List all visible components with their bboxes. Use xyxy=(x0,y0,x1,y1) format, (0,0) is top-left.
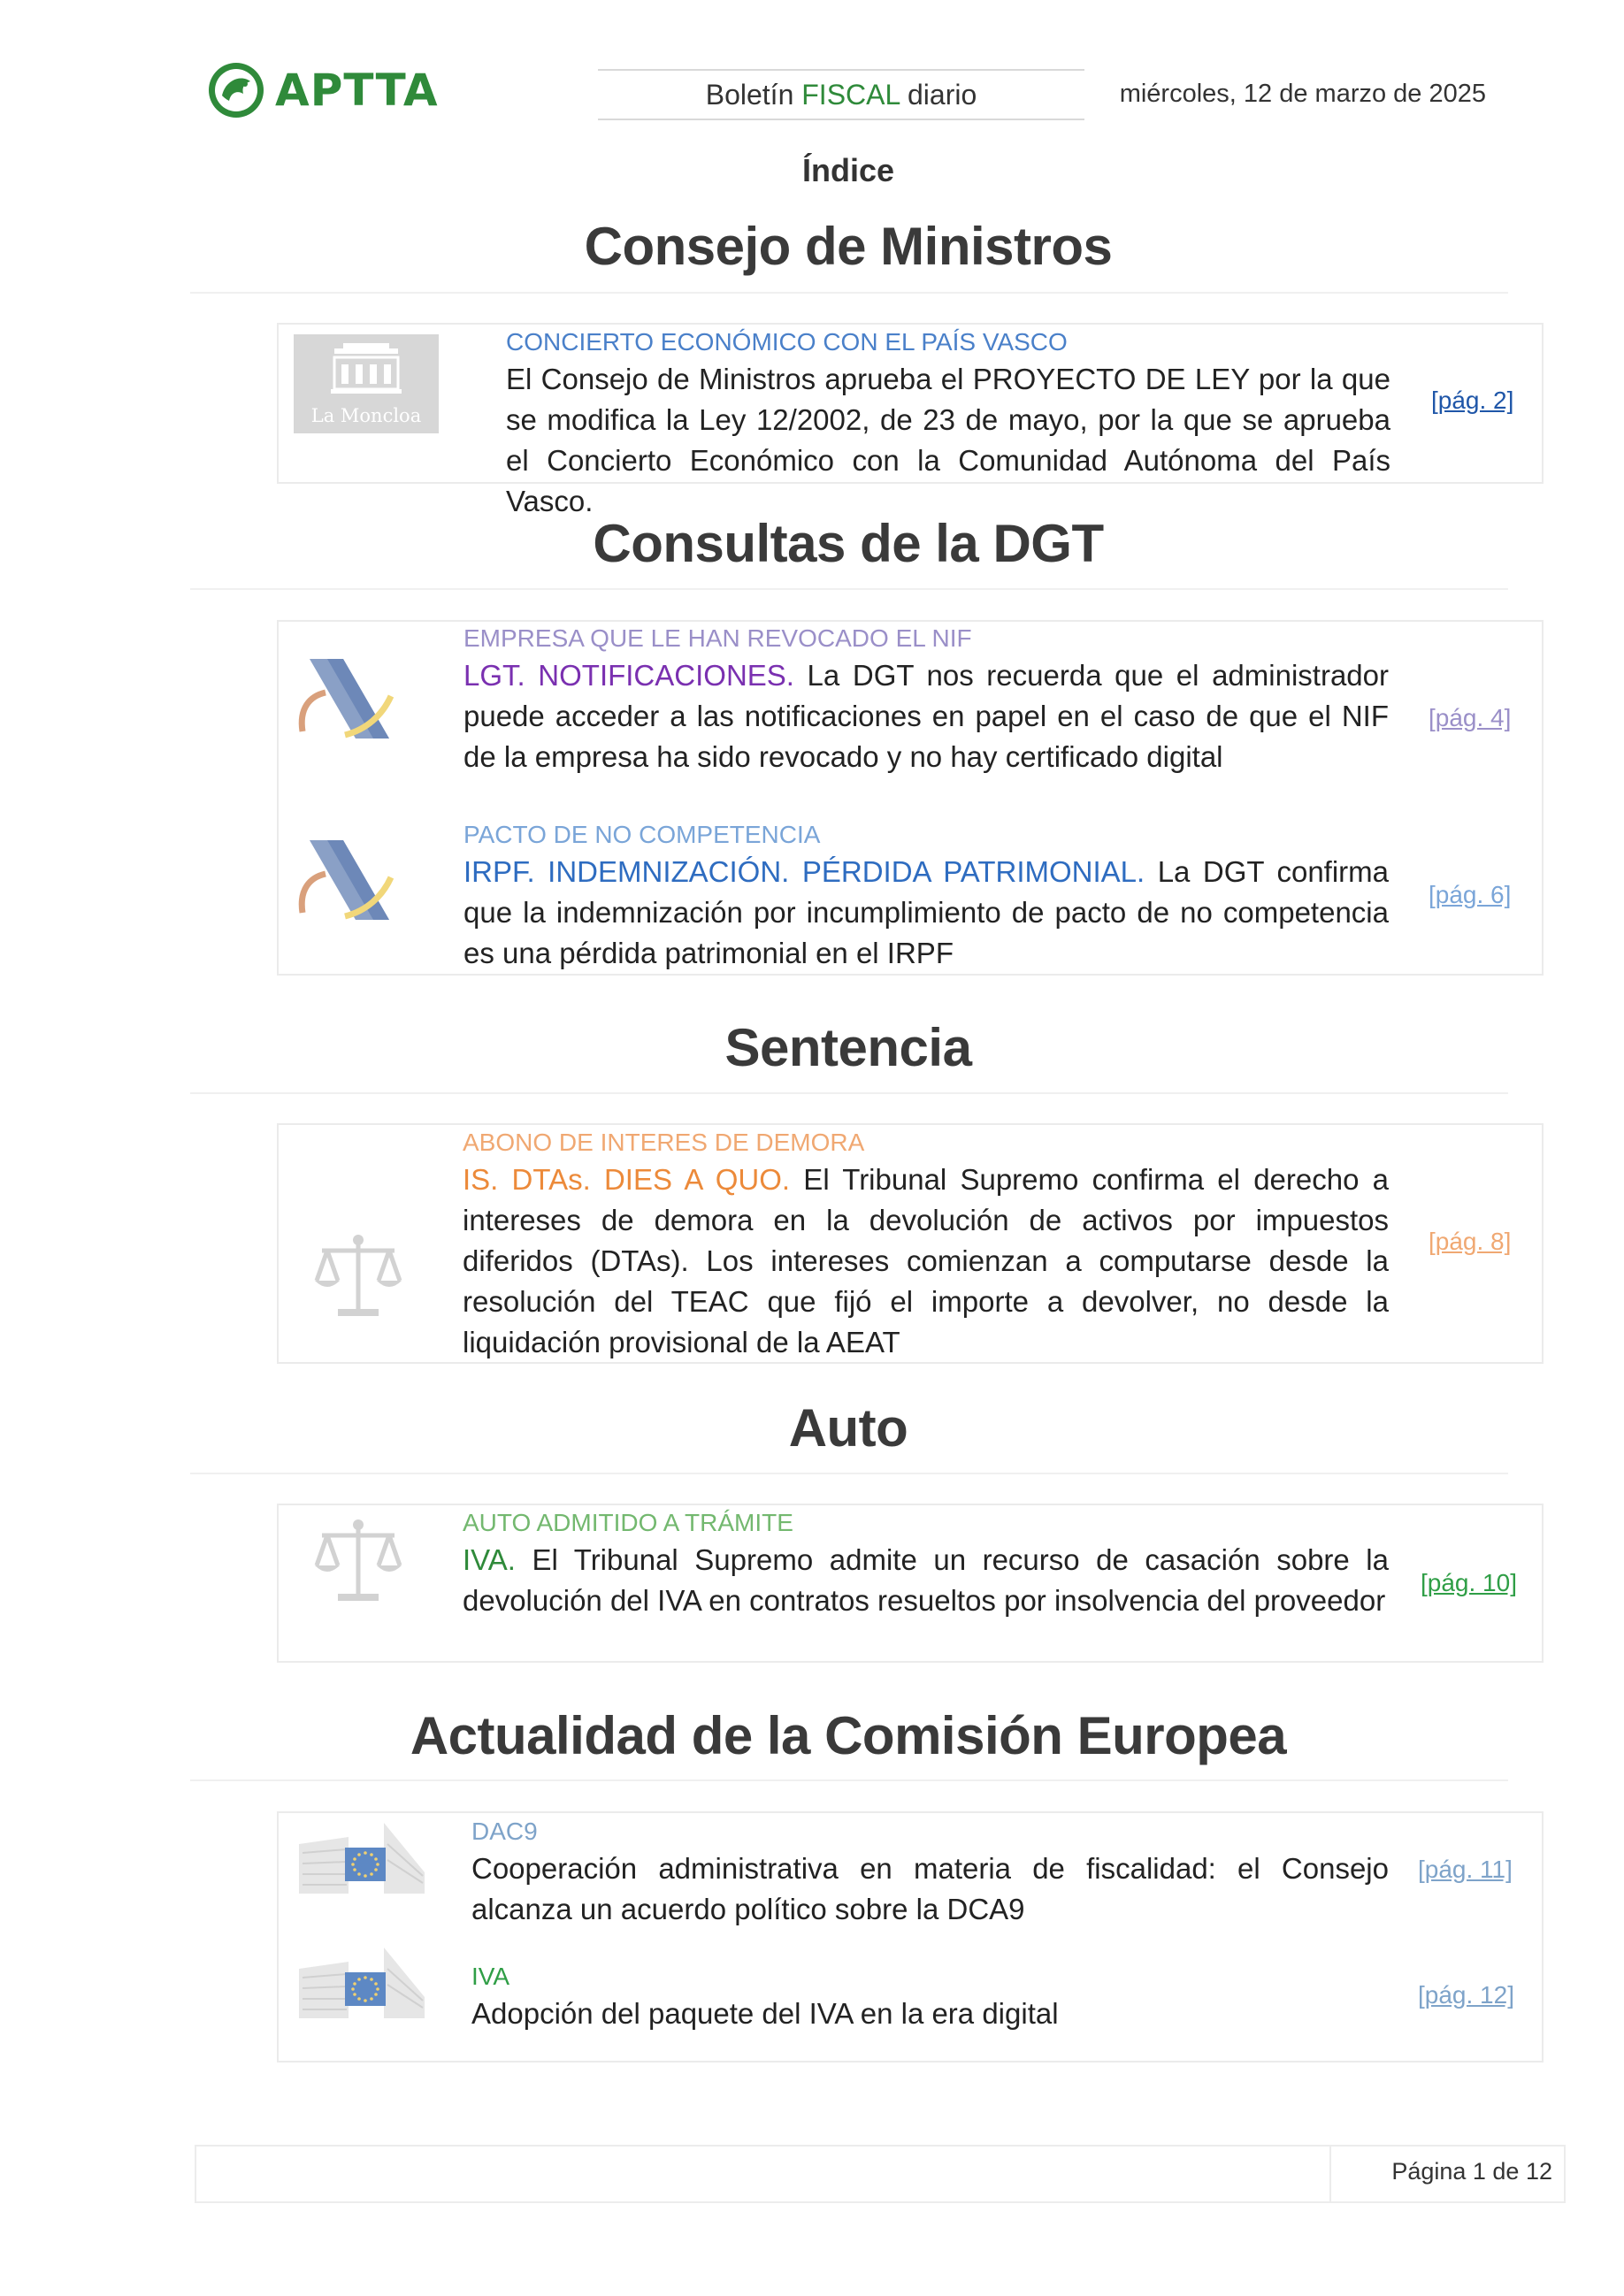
entry-keyword: IVA. xyxy=(463,1543,516,1576)
entry-category: ABONO DE INTERES DE DEMORA xyxy=(463,1129,865,1156)
section-divider xyxy=(190,1779,1508,1781)
entry-category: CONCIERTO ECONÓMICO CON EL PAÍS VASCO xyxy=(506,328,1068,356)
bulletin-title xyxy=(598,69,1084,120)
eu-commission-logo-icon xyxy=(295,1818,428,1899)
entry-description xyxy=(463,1159,1389,1363)
aptta-logo-icon xyxy=(206,60,266,120)
scales-icon xyxy=(311,1229,405,1323)
page-link-4[interactable]: [pág. 4] xyxy=(1429,704,1512,731)
entry-text: El Tribunal Supremo admite un recurso de casación sobre la devolución del IVA en contratos resueltos por insolvencia del proveedor xyxy=(463,1543,1389,1617)
entry-category: PACTO DE NO COMPETENCIA xyxy=(463,821,821,848)
entry-category: EMPRESA QUE LE HAN REVOCADO EL NIF xyxy=(463,624,972,652)
index-title: Índice xyxy=(801,152,895,188)
entry-description xyxy=(463,1540,1389,1621)
entry-text: La DGT nos recuerda que el administrador puede acceder a las notificaciones en papel en el caso de que el NIF de la empresa ha sido revocado y no hay certificado digital xyxy=(463,659,1389,773)
entry-description: Adopción del paquete del IVA en la era digital xyxy=(471,1997,1059,2030)
section-title-comision: Actualidad de la Comisión Europea xyxy=(410,1706,1287,1765)
page-link-6[interactable]: [pág. 6] xyxy=(1429,881,1512,908)
page-link-11[interactable]: [pág. 11] xyxy=(1418,1856,1513,1883)
section-divider xyxy=(190,588,1508,590)
entry-description xyxy=(463,852,1389,974)
entry-category: DAC9 xyxy=(471,1818,538,1845)
eu-commission-logo-icon xyxy=(295,1942,428,2024)
moncloa-logo xyxy=(294,334,439,433)
entry-description: El Consejo de Ministros aprueba el PROYECTO DE LEY por la que se modifica la Ley 12/2002, de 23 de mayo, por la que se aprueba el Concierto Económico con la Comunidad Autónoma del País Vasco. xyxy=(506,363,1390,517)
section-divider xyxy=(190,292,1508,294)
section-title-consejo: Consejo de Ministros xyxy=(584,217,1113,276)
page-link-10[interactable]: [pág. 10] xyxy=(1421,1569,1517,1596)
entry-keyword: LGT. NOTIFICACIONES. xyxy=(463,659,794,692)
entry-keyword: IRPF. INDEMNIZACIÓN. PÉRDIDA PATRIMONIAL. xyxy=(463,855,1145,888)
page-link-8[interactable]: [pág. 8] xyxy=(1429,1228,1512,1255)
title-part-2: diario xyxy=(900,79,977,111)
page-link-12[interactable]: [pág. 12] xyxy=(1418,1981,1514,2009)
section-divider xyxy=(190,1092,1508,1094)
entry-text: La DGT confirma que la indemnización por incumplimiento de pacto de no competencia es una pérdida patrimonial en el IRPF xyxy=(463,855,1390,969)
page-link-2[interactable]: [pág. 2] xyxy=(1431,386,1514,414)
building-icon xyxy=(329,341,403,396)
entry-keyword: IS. DTAs. DIES A QUO. xyxy=(463,1163,791,1196)
aeat-logo-icon xyxy=(292,650,398,747)
moncloa-text: La Moncloa xyxy=(310,405,422,426)
entry-category: IVA xyxy=(471,1963,510,1990)
aptta-logo xyxy=(206,58,454,122)
section-divider xyxy=(190,1473,1508,1474)
entry-description xyxy=(463,655,1389,777)
entry-text: El Tribunal Supremo confirma el derecho a intereses de demora en la devolución de activos por impuestos diferidos (DTAs). Los intereses comienzan a computarse desde la resolución del TEAC que fijó el importe a devolver, no desde la liquidación provisional de la AEAT xyxy=(463,1163,1390,1358)
scales-icon xyxy=(311,1514,405,1608)
logo-text: APTTA xyxy=(275,65,439,116)
aeat-logo-icon xyxy=(292,831,398,929)
section-title-dgt: Consultas de la DGT xyxy=(593,514,1104,573)
page-number: Página 1 de 12 xyxy=(1391,2158,1552,2185)
entry-category: AUTO ADMITIDO A TRÁMITE xyxy=(463,1509,793,1536)
section-title-sentencia: Sentencia xyxy=(724,1018,972,1077)
title-fiscal: FISCAL xyxy=(801,79,900,111)
entry-description: Cooperación administrativa en materia de fiscalidad: el Consejo alcanza un acuerdo político sobre la DCA9 xyxy=(471,1852,1389,1925)
issue-date: miércoles, 12 de marzo de 2025 xyxy=(1119,80,1486,108)
section-title-auto: Auto xyxy=(788,1398,908,1458)
title-part-1: Boletín xyxy=(705,79,802,111)
